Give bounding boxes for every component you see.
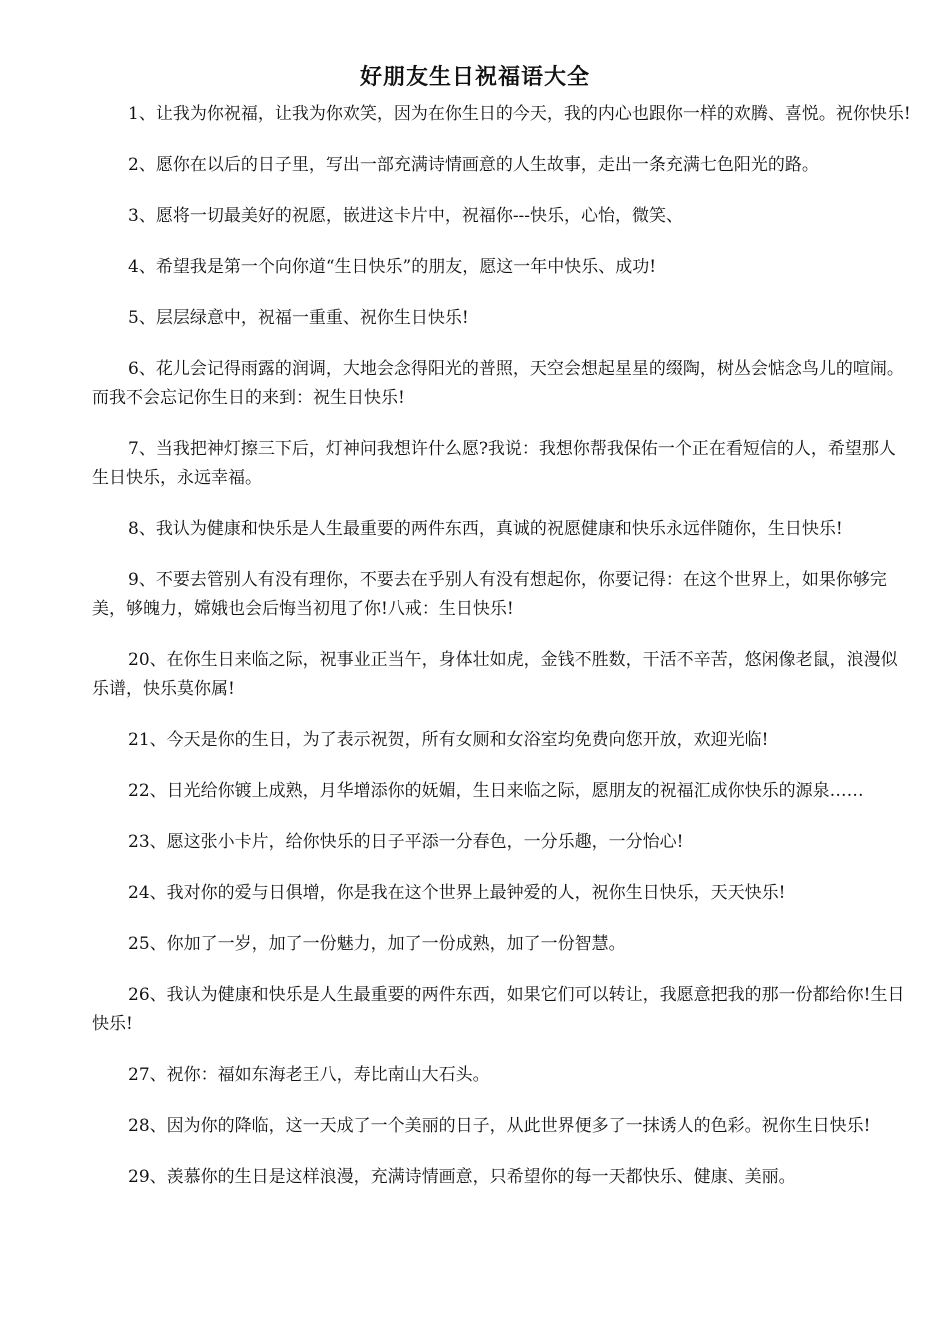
paragraph: 22、日光给你镀上成熟，月华增添你的妩媚，生日来临之际，愿朋友的祝福汇成你快乐的源泉…… — [128, 781, 864, 801]
paragraph: 24、我对你的爱与日俱增，你是我在这个世界上最钟爱的人，祝你生日快乐，天天快乐! — [128, 883, 786, 903]
paragraph: 1、让我为你祝福，让我为你欢笑，因为在你生日的今天，我的内心也跟你一样的欢腾、喜悦。祝你快乐! — [128, 104, 911, 124]
paragraph: 28、因为你的降临，这一天成了一个美丽的日子，从此世界便多了一抹诱人的色彩。祝你生日快乐! — [128, 1116, 871, 1136]
paragraph: 20、在你生日来临之际，祝事业正当午，身体壮如虎，金钱不胜数，干活不辛苦，悠闲像老鼠，浪漫似乐谱，快乐莫你属! — [92, 650, 898, 699]
paragraph: 21、今天是你的生日，为了表示祝贺，所有女厕和女浴室均免费向您开放，欢迎光临! — [128, 730, 769, 750]
paragraph: 29、羡慕你的生日是这样浪漫，充满诗情画意，只希望你的每一天都快乐、健康、美丽。 — [128, 1167, 796, 1187]
paragraph: 3、愿将一切最美好的祝愿，嵌进这卡片中，祝福你---快乐，心怡，微笑、 — [128, 206, 684, 226]
document-title: 好朋友生日祝福语大全 — [359, 65, 590, 90]
paragraph: 27、祝你：福如东海老王八，寿比南山大石头。 — [128, 1065, 490, 1085]
paragraph: 5、层层绿意中，祝福一重重、祝你生日快乐! — [128, 308, 469, 328]
paragraph: 9、不要去管别人有没有理你，不要去在乎别人有没有想起你，你要记得：在这个世界上，如果你够完美，够魄力，嫦娥也会后悔当初甩了你!八戒：生日快乐! — [92, 570, 887, 619]
paragraph: 2、愿你在以后的日子里，写出一部充满诗情画意的人生故事，走出一条充满七色阳光的路。 — [128, 155, 819, 175]
paragraph: 7、当我把神灯擦三下后，灯神问我想许什么愿?我说：我想你帮我保佑一个正在看短信的人，希望那人生日快乐，永远幸福。 — [92, 439, 896, 488]
paragraph: 25、你加了一岁，加了一份魅力，加了一份成熟，加了一份智慧。 — [128, 934, 626, 954]
paragraph: 26、我认为健康和快乐是人生最重要的两件东西，如果它们可以转让，我愿意把我的那一份都给你!生日快乐! — [92, 985, 905, 1034]
paragraph: 4、希望我是第一个向你道“生日快乐”的朋友，愿这一年中快乐、成功! — [128, 257, 657, 277]
paragraph: 8、我认为健康和快乐是人生最重要的两件东西，真诚的祝愿健康和快乐永远伴随你，生日快乐! — [128, 519, 843, 539]
paragraph: 6、花儿会记得雨露的润调，大地会念得阳光的普照，天空会想起星星的缀陶，树丛会惦念鸟儿的喧闹。而我不会忘记你生日的来到：祝生日快乐! — [92, 359, 904, 408]
document-body — [92, 100, 912, 1214]
paragraph: 23、愿这张小卡片，给你快乐的日子平添一分春色，一分乐趣，一分怡心! — [128, 832, 684, 852]
